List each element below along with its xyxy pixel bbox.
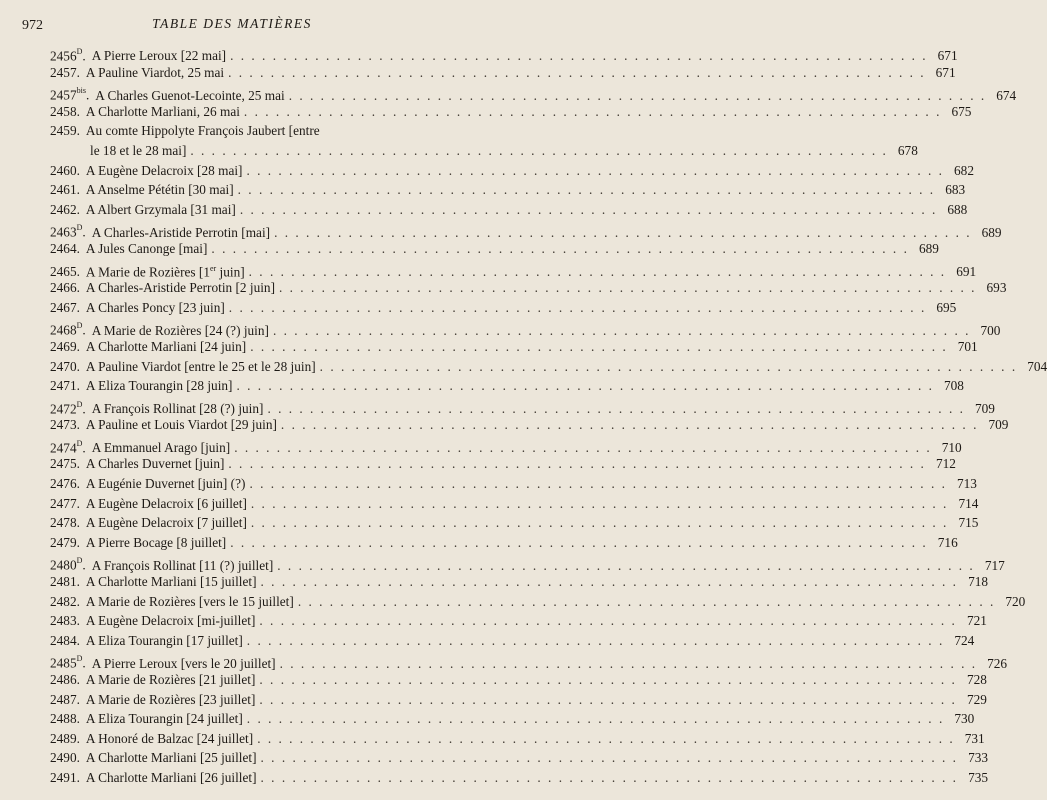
toc-entry <box>50 631 975 651</box>
toc-entry <box>50 219 1002 240</box>
letter-number: 2490. <box>50 750 80 766</box>
page-reference: 683 <box>945 182 966 198</box>
entry-title-text: A Marie de Rozières [21 juillet] <box>85 672 256 687</box>
dot-leader <box>261 572 958 592</box>
entry-title-text: A Charlotte Marliani [26 juillet] <box>85 769 257 785</box>
page-reference: 726 <box>987 655 1008 671</box>
letter-number-value: 2479 <box>50 534 77 550</box>
letter-number: 2479. <box>50 534 80 550</box>
toc-entry <box>50 63 956 83</box>
dot-leader <box>240 200 937 220</box>
entry-title <box>80 631 243 651</box>
toc-entry <box>50 376 964 396</box>
entry-title-text: A Pierre Leroux [22 mai] <box>91 48 227 64</box>
letter-number: $2480^D$. <box>50 556 86 573</box>
page-number: 972 <box>22 18 43 33</box>
page-reference: 700 <box>980 322 1001 338</box>
letter-number: $2456^D$. <box>50 47 86 64</box>
page-reference: 718 <box>968 574 989 590</box>
letter-number: 2491. <box>50 769 80 785</box>
entry-title <box>80 415 277 435</box>
page-reference: 730 <box>954 711 975 727</box>
entry-title <box>80 474 246 494</box>
page-reference: 671 <box>937 48 958 64</box>
letter-number-value: 2463 <box>50 224 77 240</box>
page-reference: 688 <box>947 201 968 217</box>
page-reference: 704 <box>1027 358 1047 374</box>
dot-leader <box>259 611 956 631</box>
dot-leader <box>250 337 947 357</box>
letter-number-value: 2465 <box>50 263 77 279</box>
letter-number: 2465. <box>50 263 80 279</box>
entry-title-text: A Emmanuel Arago [juin] <box>91 440 231 456</box>
toc-entry <box>50 298 957 318</box>
letter-number: $2472^D$. <box>50 399 86 417</box>
letter-number: 2464. <box>50 240 80 256</box>
entry-title-text: A Pauline Viardot [entre le 25 et le 28 juin] <box>85 358 316 374</box>
dot-leader <box>298 592 995 612</box>
letter-number-suffix: D <box>76 556 83 566</box>
page-reference: 717 <box>984 557 1005 573</box>
letter-number: 2467. <box>50 299 80 315</box>
entry-title-text: A Marie de Rozières [23 juillet] <box>85 691 256 707</box>
toc-entry <box>50 709 975 729</box>
letter-number: 2460. <box>50 162 80 178</box>
entry-title <box>80 670 255 690</box>
entry-title-text: A Jules Canonge [mai] <box>85 240 208 256</box>
toc-entry <box>50 161 974 181</box>
dot-leader <box>190 141 887 161</box>
dot-leader <box>247 631 944 651</box>
running-title: TABLE DES MATIÈRES <box>152 16 312 31</box>
entry-title-text: A François Rollinat [11 (?) juillet] <box>91 557 274 573</box>
dot-leader <box>244 102 941 122</box>
letter-number: 2458. <box>50 103 80 119</box>
entry-title-text: A Pierre Bocage [8 juillet] <box>85 534 227 550</box>
entry-title-text: A Eliza Tourangin [28 juin] <box>85 378 233 394</box>
dot-leader <box>281 415 978 435</box>
letter-number-value: 2461 <box>50 182 77 198</box>
letter-number-suffix: D <box>76 321 83 331</box>
entry-title-text: A Eugénie Duvernet [juin] (?) <box>85 476 246 492</box>
letter-number-value: 2464 <box>50 240 77 256</box>
letter-number: 2483. <box>50 613 80 629</box>
page-reference: 709 <box>974 401 995 417</box>
letter-number-value: 2484 <box>50 632 77 648</box>
dot-leader <box>320 357 1017 377</box>
toc-entry <box>50 82 1017 103</box>
entry-title-text: A Marie de Rozières [24 (?) juin] <box>91 322 269 338</box>
letter-number-value: 2482 <box>50 593 77 609</box>
letter-number-value: 2468 <box>50 322 77 338</box>
entry-title <box>80 572 257 592</box>
entry-title <box>80 454 224 474</box>
letter-number: 2482. <box>50 593 80 609</box>
letter-number-value: 2488 <box>50 711 77 727</box>
entry-title <box>90 141 186 161</box>
letter-number: $2457^{bis}$. <box>50 86 90 103</box>
toc-entry <box>50 768 989 788</box>
entry-title-text: A Anselme Pététin [30 mai] <box>85 182 234 198</box>
entry-title <box>80 690 255 710</box>
letter-number-value: 2478 <box>50 515 77 531</box>
toc-entry <box>50 494 979 514</box>
page-reference: 720 <box>1005 593 1026 609</box>
letter-number-value: 2470 <box>50 358 77 374</box>
entry-title-text: A Charles Duvernet [juin] <box>85 456 225 472</box>
entry-title <box>80 337 246 357</box>
page-reference: 689 <box>981 224 1002 240</box>
toc-entry <box>50 121 446 141</box>
entry-title-text: A Charles-Aristide Perrotin [mai] <box>91 224 271 240</box>
page-reference: 716 <box>937 534 958 550</box>
toc-entry <box>50 670 987 690</box>
dot-leader <box>228 454 925 474</box>
letter-number-value: 2485 <box>50 655 77 671</box>
page-reference: 715 <box>958 515 979 531</box>
entry-title-text: A Charles Guenot-Lecointe, 25 mai <box>95 87 285 103</box>
entry-title <box>80 592 294 612</box>
entry-title-text: A Eliza Tourangin [17 juillet] <box>85 632 243 648</box>
page-reference: 728 <box>966 672 987 687</box>
toc-entry <box>50 690 987 710</box>
entry-title-text: A Pauline Viardot, 25 mai <box>85 64 225 80</box>
letter-number-suffix: D <box>76 399 83 409</box>
letter-number-value: 2473 <box>50 417 77 433</box>
letter-number-value: 2458 <box>50 103 77 119</box>
letter-number: 2488. <box>50 711 80 727</box>
page-reference: 691 <box>956 263 977 279</box>
page-reference: 729 <box>966 691 987 707</box>
entry-title <box>80 748 257 768</box>
page-reference: 689 <box>918 240 939 256</box>
letter-number-suffix: bis <box>76 86 86 96</box>
dot-leader <box>251 494 948 514</box>
entry-title <box>80 729 253 749</box>
toc-entry <box>50 357 1047 377</box>
letter-number-value: 2469 <box>50 338 77 354</box>
entry-title-text: A François Rollinat [28 (?) juin] <box>91 401 264 417</box>
letter-number-value: 2457 <box>50 64 77 80</box>
letter-number: $2485^D$. <box>50 654 86 671</box>
toc-entry <box>50 180 966 200</box>
page-reference: 693 <box>986 280 1007 296</box>
entry-title-text: A Eugène Delacroix [7 juillet] <box>85 515 247 531</box>
page-reference: 682 <box>954 162 974 178</box>
letter-number: $2468^D$. <box>50 321 86 338</box>
dot-leader <box>251 513 948 533</box>
page-reference: 713 <box>956 476 977 492</box>
letter-number-suffix: D <box>76 654 83 664</box>
entry-title-text: A Marie de Rozières [1 <box>85 263 210 279</box>
entry-title <box>80 298 225 318</box>
letter-number: 2489. <box>50 730 80 746</box>
page-reference: 721 <box>966 613 987 629</box>
entry-title <box>80 611 255 631</box>
letter-number-value: 2481 <box>50 574 77 590</box>
entry-title-text: A Charlotte Marliani [25 juillet] <box>85 750 257 766</box>
entry-title <box>80 357 316 377</box>
dot-leader <box>279 278 976 298</box>
letter-number: 2462. <box>50 201 80 217</box>
dot-leader <box>246 161 943 181</box>
entry-title <box>80 121 320 141</box>
letter-number-value: 2475 <box>50 456 77 472</box>
toc-entry <box>50 317 1001 338</box>
letter-number-value: 2487 <box>50 691 77 707</box>
letter-number-value: 2483 <box>50 613 77 629</box>
page-reference: 724 <box>954 632 975 648</box>
entry-title-text: A Pierre Leroux [vers le 20 juillet] <box>91 655 276 671</box>
letter-number-value: 2472 <box>50 401 77 417</box>
entry-title-text: le 18 et le 28 mai] <box>90 142 187 158</box>
dot-leader <box>236 376 933 396</box>
letter-number-value: 2462 <box>50 201 77 217</box>
dot-leader <box>229 298 926 318</box>
page-reference: 708 <box>944 378 964 394</box>
entry-title-text: A Albert Grzymala [31 mai] <box>85 201 236 217</box>
page-reference: 735 <box>968 769 989 785</box>
page-reference: 733 <box>968 750 989 766</box>
entry-title <box>80 180 234 200</box>
page-header <box>22 14 442 34</box>
letter-number: 2469. <box>50 338 80 354</box>
toc-entry <box>50 239 939 259</box>
letter-number-suffix: D <box>76 47 83 56</box>
toc-entry <box>50 572 989 592</box>
toc-entry <box>50 435 962 456</box>
letter-number-value: 2491 <box>50 769 77 785</box>
toc-entry <box>50 552 1005 573</box>
dot-leader <box>230 533 927 553</box>
letter-number: 2477. <box>50 495 80 511</box>
entry-title-text: A Charlotte Marliani, 26 mai <box>85 103 240 119</box>
letter-number-value: 2474 <box>50 440 77 456</box>
entry-title-superscript: er <box>209 263 217 273</box>
letter-number: 2478. <box>50 515 80 531</box>
letter-number: 2457. <box>50 64 80 80</box>
letter-number-value: 2477 <box>50 495 77 511</box>
letter-number-value: 2471 <box>50 378 77 394</box>
page-reference: 701 <box>957 338 978 354</box>
entry-title-text: Au comte Hippolyte François Jaubert [entre <box>85 123 320 139</box>
letter-number: 2486. <box>50 672 80 687</box>
letter-number: 2484. <box>50 632 80 648</box>
letter-number-value: 2459 <box>50 123 77 139</box>
entry-title <box>80 376 233 396</box>
letter-number: 2461. <box>50 182 80 198</box>
page-reference: 731 <box>964 730 985 746</box>
letter-number-value: 2476 <box>50 476 77 492</box>
entry-title <box>80 278 275 298</box>
entry-title-text: A Charlotte Marliani [15 juillet] <box>85 574 257 590</box>
entry-title-rest: juin] <box>216 263 245 279</box>
entry-title-text: A Eugène Delacroix [mi-juillet] <box>85 613 256 629</box>
letter-number-value: 2490 <box>50 750 77 766</box>
page-reference: 712 <box>935 456 956 472</box>
page-reference: 709 <box>988 417 1009 433</box>
letter-number-value: 2460 <box>50 162 77 178</box>
letter-number: 2470. <box>50 358 80 374</box>
entry-title-text: A Marie de Rozières [vers le 15 juillet] <box>85 593 294 609</box>
entry-title-text: A Honoré de Balzac [24 juillet] <box>85 730 254 746</box>
dot-leader <box>249 474 946 494</box>
letter-number: $2474^D$. <box>50 438 86 456</box>
letter-number-value: 2480 <box>50 557 77 573</box>
dot-leader <box>259 690 956 710</box>
letter-number-value: 2486 <box>50 672 77 687</box>
entry-title <box>80 161 243 181</box>
letter-number-value: 2457 <box>50 87 77 103</box>
letter-number-value: 2466 <box>50 280 77 296</box>
toc-entry <box>50 259 977 279</box>
entry-title <box>80 513 247 533</box>
entry-title <box>80 102 240 122</box>
entry-title-text: A Eliza Tourangin [24 juillet] <box>85 711 243 727</box>
dot-leader <box>261 768 958 788</box>
dot-leader <box>257 729 954 749</box>
toc-entry <box>50 729 985 749</box>
dot-leader <box>247 709 944 729</box>
letter-number: 2473. <box>50 417 80 433</box>
entry-title-text: A Charles-Aristide Perrotin [2 juin] <box>85 280 275 296</box>
toc-entry <box>50 278 1007 298</box>
page-reference: 710 <box>941 440 962 456</box>
page-reference: 674 <box>996 87 1017 103</box>
toc-entry <box>50 533 958 553</box>
dot-leader <box>259 670 956 690</box>
toc-entry <box>50 200 968 220</box>
toc-entry <box>50 748 989 768</box>
dot-leader <box>238 180 935 200</box>
entry-title <box>80 494 247 514</box>
entry-title <box>80 239 208 259</box>
toc-entry <box>50 611 987 631</box>
entry-title <box>80 709 243 729</box>
dot-leader <box>211 239 908 259</box>
letter-number: 2471. <box>50 378 80 394</box>
toc-entry <box>50 454 956 474</box>
letter-number: 2475. <box>50 456 80 472</box>
dot-leader <box>261 748 958 768</box>
entry-title-text: A Charles Poncy [23 juin] <box>85 299 225 315</box>
page-reference: 678 <box>897 142 918 158</box>
toc-entry <box>50 141 918 161</box>
page-reference: 714 <box>958 495 979 511</box>
toc-entry <box>50 415 1009 435</box>
letter-number-value: 2489 <box>50 730 77 746</box>
entry-title <box>80 768 257 788</box>
entry-title <box>80 63 224 83</box>
entry-title-text: A Pauline et Louis Viardot [29 juin] <box>85 417 277 433</box>
toc-entry <box>50 396 995 417</box>
letter-number: 2481. <box>50 574 80 590</box>
letter-number-suffix: D <box>76 438 83 448</box>
page-reference: 671 <box>935 64 956 80</box>
entry-title <box>80 200 236 220</box>
letter-number: $2463^D$. <box>50 223 86 240</box>
letter-number: 2487. <box>50 691 80 707</box>
entry-title-text: A Eugène Delacroix [28 mai] <box>85 162 243 178</box>
page-reference: 675 <box>951 103 972 119</box>
toc-entry <box>50 650 1008 671</box>
entry-title-text: A Eugène Delacroix [6 juillet] <box>85 495 247 511</box>
toc-entry <box>50 474 977 494</box>
toc-entry <box>50 592 1026 612</box>
toc-entry <box>50 102 972 122</box>
dot-leader <box>228 63 925 83</box>
letter-number: 2466. <box>50 280 80 296</box>
letter-number-value: 2467 <box>50 299 77 315</box>
toc-entry <box>50 43 958 64</box>
letter-number: 2459. <box>50 123 80 139</box>
letter-number-suffix: D <box>76 223 83 233</box>
page-reference: 695 <box>936 299 957 315</box>
table-of-contents <box>50 43 1047 788</box>
letter-number-value: 2456 <box>50 48 77 64</box>
entry-title <box>80 533 226 553</box>
toc-entry <box>50 513 979 533</box>
letter-number: 2476. <box>50 476 80 492</box>
entry-title-text: A Charlotte Marliani [24 juin] <box>85 338 247 354</box>
